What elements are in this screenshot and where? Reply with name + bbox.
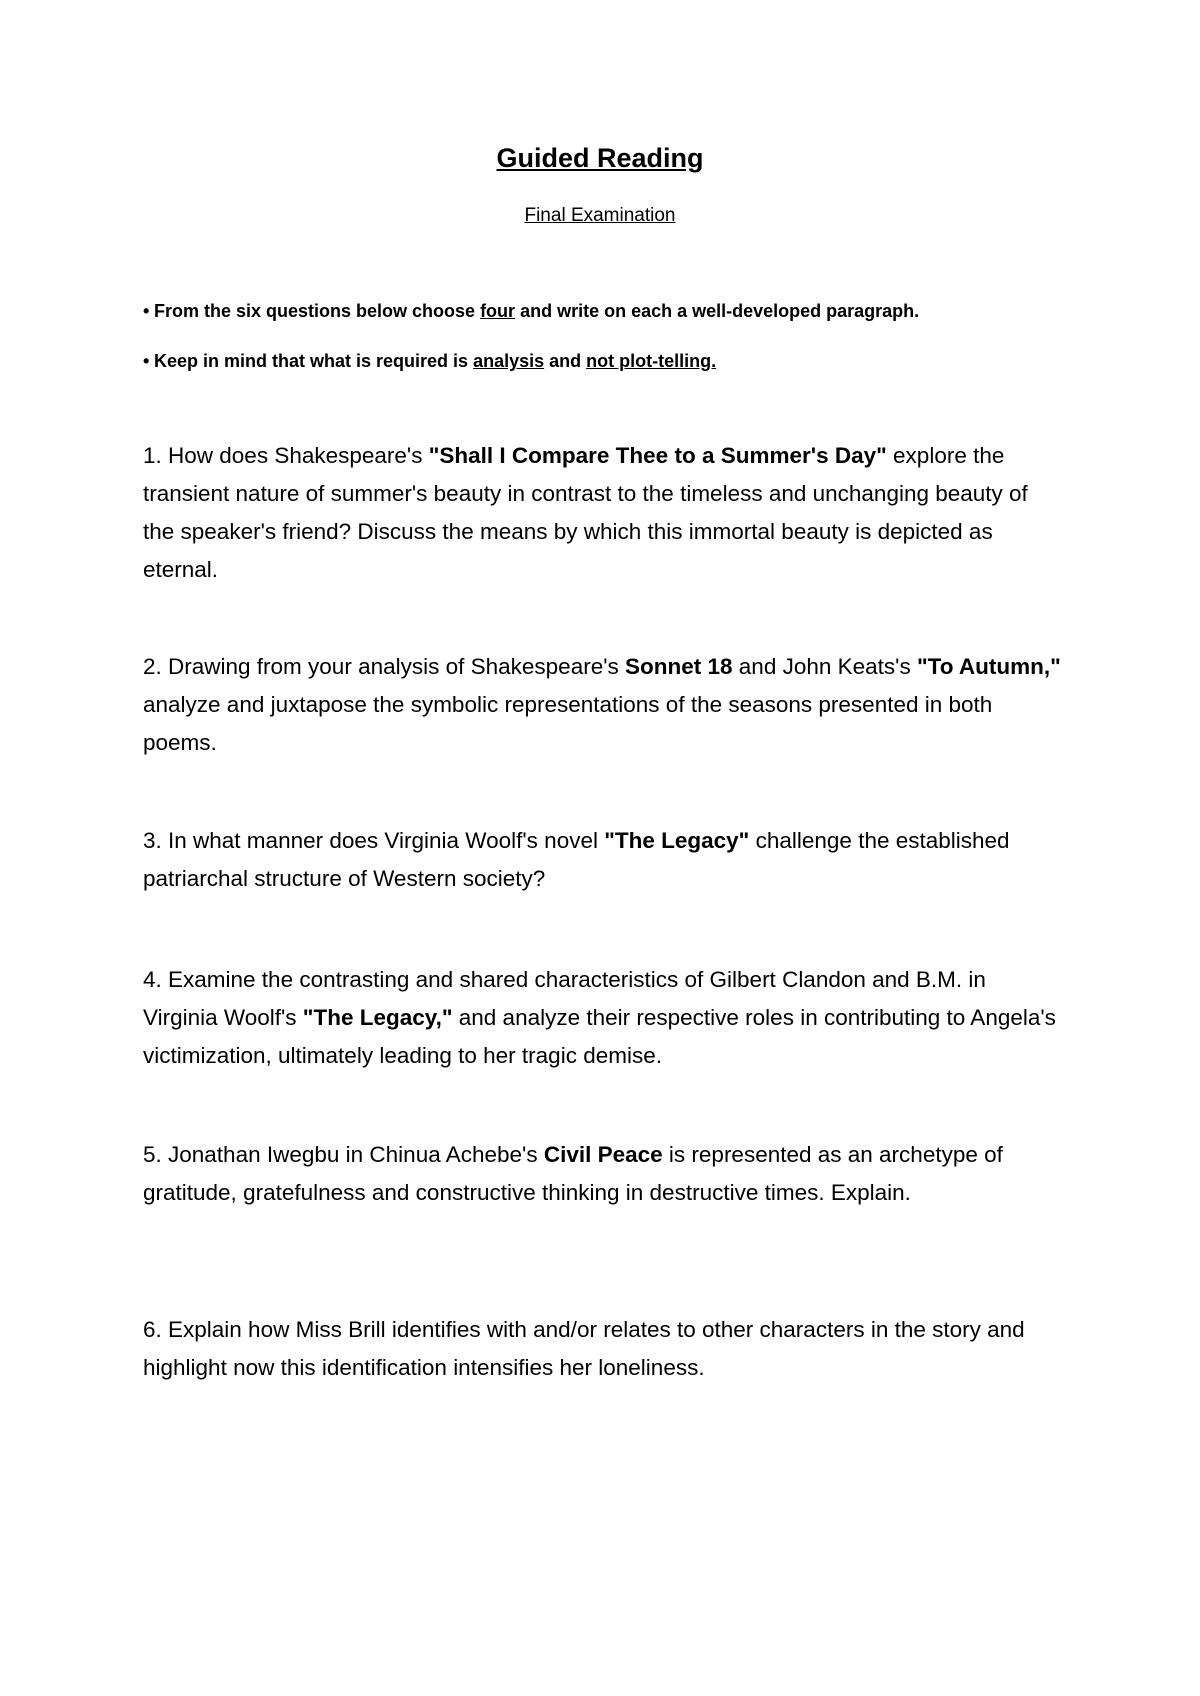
bullet-icon: • [143,301,150,321]
question-5 [143,1136,1063,1212]
question-6 [143,1311,1063,1387]
bullet-icon: • [143,351,150,371]
question-title: "To Autumn," [916,654,1061,679]
instruction-text: and write on each a well-developed paragraph. [515,301,920,321]
question-text: is represented as an archetype of gratitude, gratefulness and constructive thinking in destructive times. Explain. [143,1142,1003,1205]
instruction-text: From the six questions below choose [154,301,481,321]
instruction-text: Keep in mind that what is required is [154,351,474,371]
page-title: Guided Reading [496,143,704,173]
instruction-1 [143,301,1143,322]
page-subtitle: Final Examination [524,205,676,226]
instruction-emphasis: analysis [473,351,545,371]
question-text: analyze and juxtapose the symbolic representations of the seasons presented in both poems. [143,692,993,755]
instruction-emphasis: four [480,301,516,321]
question-title: "The Legacy," [302,1005,453,1030]
question-text: 2. Drawing from your analysis of Shakespeare's [143,654,626,679]
question-text: 1. How does Shakespeare's [143,443,429,468]
question-text: challenge the established patriarchal structure of Western society? [143,828,1010,891]
question-title: "Shall I Compare Thee to a Summer's Day" [428,443,887,468]
question-text: 5. Jonathan Iwegbu in Chinua Achebe's [143,1142,544,1167]
question-title: Sonnet 18 [625,654,733,679]
question-text: explore the transient nature of summer's beauty in contrast to the timeless and unchanging beauty of the speaker's friend? Discuss the means by which this immortal beauty is depicted as eternal. [143,443,1028,582]
question-1 [143,437,1063,589]
question-text: 3. In what manner does Virginia Woolf's novel [143,828,605,853]
instruction-emphasis: not plot-telling. [586,351,717,371]
question-2 [143,648,1063,762]
question-text: 6. Explain how Miss Brill identifies with and/or relates to other characters in the story and highlight now this identification intensifies her loneliness. [143,1317,1025,1380]
question-title: "The Legacy" [604,828,750,853]
question-3 [143,822,1063,898]
instruction-2 [143,351,1143,372]
question-text: and John Keats's [732,654,917,679]
instruction-text: and [544,351,587,371]
question-title: Civil Peace [543,1142,663,1167]
question-text: 4. Examine the contrasting and shared characteristics of Gilbert Clandon and B.M. in Virginia Woolf's [143,967,986,1030]
question-4 [143,961,1063,1075]
question-text: and analyze their respective roles in contributing to Angela's victimization, ultimately leading to her tragic demise. [143,1005,1056,1068]
